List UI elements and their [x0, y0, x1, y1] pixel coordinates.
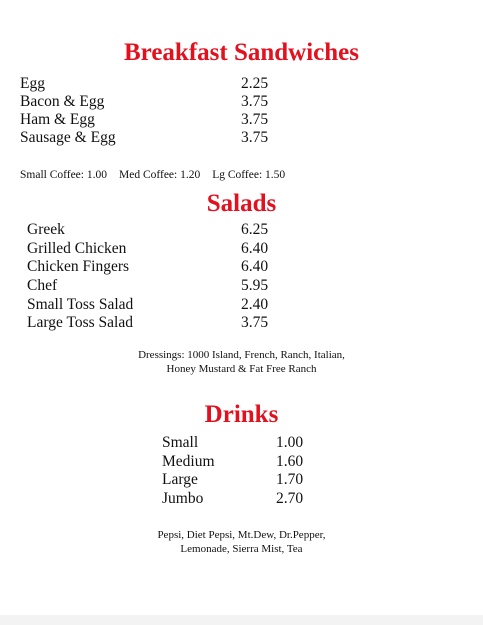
- coffee-large: Lg Coffee: 1.50: [212, 169, 286, 181]
- dressings-note: [0, 348, 483, 376]
- item-price: 5.95: [241, 277, 269, 294]
- item-name: Bacon & Egg: [20, 93, 105, 110]
- item-name: Chicken Fingers: [27, 258, 130, 275]
- item-price: 2.25: [241, 75, 269, 92]
- item-name: Grilled Chicken: [27, 240, 127, 257]
- item-price: 1.60: [276, 453, 304, 470]
- item-price: 1.00: [276, 434, 304, 451]
- item-name: Large: [162, 471, 198, 488]
- item-name: Chef: [27, 277, 58, 294]
- item-name: Jumbo: [162, 490, 204, 507]
- item-name: Sausage & Egg: [20, 129, 116, 146]
- item-price: 3.75: [241, 111, 269, 128]
- item-name: Egg: [20, 75, 45, 92]
- item-name: Greek: [27, 221, 65, 238]
- item-price: 2.40: [241, 296, 269, 313]
- drink-flavors-note: [0, 528, 483, 556]
- item-name: Medium: [162, 453, 215, 470]
- item-name: Small: [162, 434, 199, 451]
- item-name: Ham & Egg: [20, 111, 95, 128]
- item-price: 3.75: [241, 129, 269, 146]
- item-price: 3.75: [241, 93, 269, 110]
- flavors-line: Lemonade, Sierra Mist, Tea: [180, 543, 303, 555]
- item-price: 1.70: [276, 471, 304, 488]
- dressings-line: Honey Mustard & Fat Free Ranch: [166, 363, 317, 375]
- item-name: Small Toss Salad: [27, 296, 134, 313]
- page-bottom-edge: [0, 615, 483, 625]
- drinks-heading: Drinks: [204, 401, 279, 428]
- item-price: 6.40: [241, 258, 269, 275]
- item-price: 6.25: [241, 221, 269, 238]
- breakfast-heading: Breakfast Sandwiches: [124, 39, 359, 66]
- dressings-line: Dressings: 1000 Island, French, Ranch, Italian,: [138, 349, 345, 361]
- coffee-small: Small Coffee: 1.00: [20, 169, 107, 181]
- item-price: 3.75: [241, 314, 269, 331]
- item-name: Large Toss Salad: [27, 314, 133, 331]
- item-price: 6.40: [241, 240, 269, 257]
- flavors-line: Pepsi, Diet Pepsi, Mt.Dew, Dr.Pepper,: [157, 529, 326, 541]
- item-price: 2.70: [276, 490, 304, 507]
- salads-heading: Salads: [206, 190, 277, 217]
- coffee-prices: [20, 168, 285, 182]
- coffee-medium: Med Coffee: 1.20: [119, 169, 201, 181]
